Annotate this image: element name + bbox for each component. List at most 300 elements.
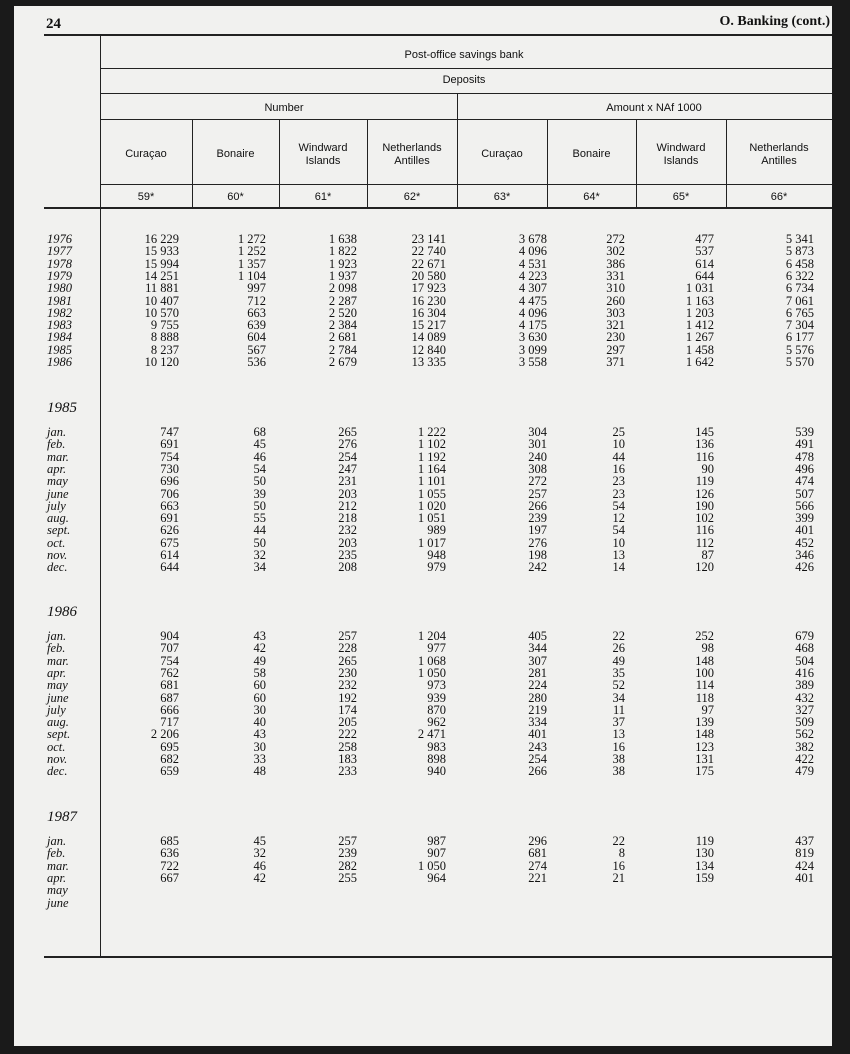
table-cell: 474 — [795, 474, 814, 489]
table-cell: 208 — [338, 560, 357, 575]
table-cell: 979 — [427, 560, 446, 575]
table-cell: 477 — [695, 232, 714, 246]
table-cell: 10 570 — [144, 305, 179, 320]
row-label: sept. — [47, 727, 71, 742]
table-cell: 491 — [795, 437, 814, 452]
table-cell: 38 — [612, 752, 625, 766]
table-cell: 2 384 — [328, 318, 357, 333]
table-cell: 478 — [795, 449, 814, 464]
table-cell: 119 — [695, 474, 714, 489]
table-cell: 240 — [528, 449, 547, 464]
table-cell: 614 — [160, 548, 179, 562]
table-cell: 730 — [160, 461, 179, 476]
table-cell: 48 — [253, 764, 266, 779]
table-cell: 371 — [606, 355, 625, 369]
document-page — [14, 6, 832, 1046]
table-cell: 1 050 — [417, 665, 446, 680]
table-cell: 712 — [247, 293, 266, 308]
table-cell: 23 — [612, 474, 625, 489]
table-cell: 1 822 — [328, 244, 357, 259]
table-cell: 8 237 — [150, 342, 179, 357]
row-label: jan. — [47, 629, 67, 643]
table-cell: 10 407 — [144, 293, 179, 308]
row-label: july — [47, 498, 66, 513]
table-cell: 747 — [160, 425, 179, 439]
table-cell: 5 341 — [785, 232, 814, 246]
table-cell: 3 678 — [518, 232, 547, 246]
row-label: july — [47, 702, 66, 717]
table-cell: 663 — [247, 305, 266, 320]
column-header-5: Curaçao — [481, 148, 523, 160]
table-cell: 303 — [606, 305, 625, 320]
table-cell: 983 — [427, 739, 446, 754]
table-cell: 42 — [253, 870, 266, 885]
table-cell: 754 — [160, 653, 179, 668]
table-cell: 696 — [160, 474, 179, 489]
table-cell: 6 322 — [785, 268, 814, 283]
table-cell: 112 — [695, 535, 714, 550]
table-cell: 26 — [612, 641, 625, 656]
column-header-3: Windward Islands — [298, 142, 348, 167]
row-label: 1977 — [47, 244, 72, 259]
table-cell: 231 — [338, 474, 357, 489]
table-cell: 1 267 — [685, 330, 714, 345]
table-cell: 2 681 — [328, 330, 357, 345]
table-cell: 15 933 — [144, 244, 179, 259]
table-cell: 691 — [160, 437, 179, 452]
table-cell: 401 — [528, 727, 547, 742]
table-cell: 301 — [528, 437, 547, 452]
table-cell: 100 — [695, 665, 714, 680]
table-cell: 9 755 — [150, 318, 179, 333]
table-cell: 2 679 — [328, 355, 357, 369]
row-label: mar. — [47, 449, 69, 464]
table-cell: 1 017 — [417, 535, 446, 550]
table-cell: 297 — [606, 342, 625, 357]
table-cell: 40 — [253, 715, 266, 730]
table-cell: 203 — [338, 486, 357, 501]
row-label: 1984 — [47, 330, 72, 345]
table-cell: 126 — [695, 486, 714, 501]
table-cell: 224 — [528, 678, 547, 693]
table-cell: 30 — [253, 739, 266, 754]
section-title: 1986 — [47, 604, 77, 620]
table-cell: 148 — [695, 727, 714, 742]
row-label: apr. — [47, 665, 67, 680]
table-cell: 116 — [695, 523, 714, 538]
row-label: dec. — [47, 764, 68, 779]
table-cell: 118 — [695, 690, 714, 705]
row-label: 1979 — [47, 268, 72, 283]
table-cell: 145 — [695, 425, 714, 439]
table-cell: 310 — [606, 281, 625, 296]
table-cell: 939 — [427, 690, 446, 705]
table-cell: 17 923 — [411, 281, 446, 296]
table-cell: 281 — [528, 665, 547, 680]
row-label: jan. — [47, 425, 67, 439]
table-cell: 16 — [612, 739, 625, 754]
column-header-1: Curaçao — [125, 148, 167, 160]
table-cell: 307 — [528, 653, 547, 668]
table-cell: 22 — [612, 834, 625, 848]
table-cell: 174 — [338, 702, 357, 717]
table-cell: 1 104 — [237, 268, 266, 283]
table-cell: 120 — [695, 560, 714, 575]
table-cell: 1 204 — [417, 629, 446, 643]
table-cell: 507 — [795, 486, 814, 501]
column-header-2: Bonaire — [216, 148, 255, 160]
table-cell: 1 055 — [417, 486, 446, 501]
table-cell: 32 — [253, 846, 266, 861]
table-cell: 192 — [338, 690, 357, 705]
table-cell: 675 — [160, 535, 179, 550]
table-cell: 691 — [160, 511, 179, 526]
table-cell: 260 — [606, 293, 625, 308]
table-cell: 22 671 — [411, 256, 446, 271]
table-cell: 452 — [795, 535, 814, 550]
row-label: jan. — [47, 834, 67, 848]
table-cell: 948 — [427, 548, 446, 562]
column-number-2: 60* — [227, 191, 244, 203]
column-number-5: 63* — [493, 191, 511, 203]
row-label: may — [47, 474, 68, 489]
table-cell: 3 630 — [518, 330, 547, 345]
table-cell: 50 — [253, 535, 266, 550]
table-cell: 276 — [338, 437, 357, 452]
table-cell: 681 — [160, 678, 179, 693]
table-cell: 54 — [612, 498, 625, 513]
row-label: mar. — [47, 858, 69, 873]
table-cell: 304 — [528, 425, 547, 439]
row-label: apr. — [47, 461, 67, 476]
table-cell: 4 096 — [518, 305, 547, 320]
table-cell: 663 — [160, 498, 179, 513]
column-divider — [547, 120, 548, 208]
table-cell: 90 — [701, 461, 714, 476]
table-cell: 14 — [612, 560, 625, 575]
column-divider — [726, 120, 727, 208]
table-cell: 50 — [253, 474, 266, 489]
table-cell: 16 230 — [411, 293, 446, 308]
table-cell: 7 304 — [785, 318, 814, 333]
table-cell: 183 — [338, 752, 357, 766]
table-cell: 898 — [427, 752, 446, 766]
table-cell: 819 — [795, 846, 814, 861]
table-cell: 97 — [701, 702, 714, 717]
table-cell: 14 089 — [411, 330, 446, 345]
table-cell: 562 — [795, 727, 814, 742]
table-cell: 706 — [160, 486, 179, 501]
table-cell: 1 020 — [417, 498, 446, 513]
row-label: june — [47, 690, 69, 705]
table-cell: 252 — [695, 629, 714, 643]
table-cell: 346 — [795, 548, 814, 562]
table-cell: 272 — [528, 474, 547, 489]
table-cell: 566 — [795, 498, 814, 513]
table-cell: 282 — [338, 858, 357, 873]
table-cell: 139 — [695, 715, 714, 730]
row-label: sept. — [47, 523, 71, 538]
table-cell: 904 — [160, 629, 179, 643]
table-cell: 257 — [528, 486, 547, 501]
row-label: oct. — [47, 739, 66, 754]
table-cell: 5 576 — [785, 342, 814, 357]
table-cell: 43 — [253, 629, 266, 643]
table-cell: 221 — [528, 870, 547, 885]
table-cell: 37 — [612, 715, 625, 730]
table-cell: 16 229 — [144, 232, 179, 246]
table-cell: 1 272 — [237, 232, 266, 246]
table-cell: 695 — [160, 739, 179, 754]
table-cell: 685 — [160, 834, 179, 848]
table-cell: 33 — [253, 752, 266, 766]
table-cell: 3 099 — [518, 342, 547, 357]
table-cell: 23 — [612, 486, 625, 501]
table-cell: 159 — [695, 870, 714, 885]
table-cell: 4 223 — [518, 268, 547, 283]
table-cell: 25 — [612, 425, 625, 439]
table-cell: 659 — [160, 764, 179, 779]
table-cell: 38 — [612, 764, 625, 779]
table-cell: 130 — [695, 846, 714, 861]
table-cell: 22 740 — [411, 244, 446, 259]
row-label: june — [47, 486, 69, 501]
table-cell: 4 307 — [518, 281, 547, 296]
row-label: oct. — [47, 535, 66, 550]
table-cell: 426 — [795, 560, 814, 575]
table-cell: 39 — [253, 486, 266, 501]
table-cell: 16 — [612, 858, 625, 873]
header-rule-2 — [100, 93, 832, 94]
table-cell: 257 — [338, 629, 357, 643]
table-cell: 235 — [338, 548, 357, 562]
table-cell: 274 — [528, 858, 547, 873]
table-cell: 962 — [427, 715, 446, 730]
table-cell: 20 580 — [411, 268, 446, 283]
row-label: 1986 — [47, 355, 72, 369]
table-cell: 636 — [160, 846, 179, 861]
table-cell: 6 177 — [785, 330, 814, 345]
table-cell: 10 120 — [144, 355, 179, 369]
table-cell: 52 — [612, 678, 625, 693]
table-cell: 1 051 — [417, 511, 446, 526]
row-label: 1983 — [47, 318, 72, 333]
table-cell: 296 — [528, 834, 547, 848]
table-cell: 667 — [160, 870, 179, 885]
row-label: feb. — [47, 641, 66, 656]
table-cell: 1 068 — [417, 653, 446, 668]
table-cell: 134 — [695, 858, 714, 873]
table-cell: 8 888 — [150, 330, 179, 345]
row-label: nov. — [47, 752, 68, 766]
header-number: Number — [264, 102, 304, 114]
table-cell: 389 — [795, 678, 814, 693]
table-cell: 1 101 — [417, 474, 446, 489]
top-rule — [44, 34, 832, 36]
header-deposits: Deposits — [442, 74, 486, 86]
column-number-1: 59* — [137, 191, 155, 203]
table-cell: 8 — [618, 846, 625, 861]
table-cell: 44 — [612, 449, 625, 464]
table-cell: 32 — [253, 548, 266, 562]
table-cell: 46 — [253, 449, 266, 464]
table-cell: 1 412 — [685, 318, 714, 333]
table-cell: 254 — [338, 449, 357, 464]
header-rule-1 — [100, 68, 832, 69]
table-cell: 1 923 — [328, 256, 357, 271]
table-cell: 265 — [338, 425, 357, 439]
table-cell: 437 — [795, 834, 814, 848]
row-label: 1985 — [47, 342, 72, 357]
table-cell: 1 638 — [328, 232, 357, 246]
table-cell: 4 096 — [518, 244, 547, 259]
table-cell: 687 — [160, 690, 179, 705]
table-cell: 23 141 — [411, 232, 446, 246]
header-top: Post-office savings bank — [404, 49, 524, 61]
row-label: may — [47, 678, 68, 693]
table-cell: 10 — [612, 437, 625, 452]
table-cell: 230 — [338, 665, 357, 680]
table-cell: 722 — [160, 858, 179, 873]
header-rule-4 — [100, 184, 832, 185]
table-cell: 604 — [247, 330, 266, 345]
table-cell: 2 098 — [328, 281, 357, 296]
table-cell: 536 — [247, 355, 266, 369]
table-cell: 198 — [528, 548, 547, 562]
table-cell: 4 175 — [518, 318, 547, 333]
table-cell: 34 — [612, 690, 625, 705]
table-cell: 681 — [528, 846, 547, 861]
table-cell: 987 — [427, 834, 446, 848]
table-cell: 2 471 — [417, 727, 446, 742]
table-cell: 2 784 — [328, 342, 357, 357]
row-label: may — [47, 883, 68, 898]
row-label: dec. — [47, 560, 68, 575]
table-cell: 34 — [253, 560, 266, 575]
table-cell: 258 — [338, 739, 357, 754]
table-cell: 644 — [160, 560, 179, 575]
table-cell: 222 — [338, 727, 357, 742]
table-cell: 247 — [338, 461, 357, 476]
table-cell: 4 475 — [518, 293, 547, 308]
table-cell: 682 — [160, 752, 179, 766]
table-cell: 233 — [338, 764, 357, 779]
table-cell: 266 — [528, 498, 547, 513]
row-label: apr. — [47, 870, 67, 885]
row-label: feb. — [47, 437, 66, 452]
table-cell: 907 — [427, 846, 446, 861]
table-cell: 4 531 — [518, 256, 547, 271]
table-cell: 940 — [427, 764, 446, 779]
table-cell: 2 287 — [328, 293, 357, 308]
table-cell: 401 — [795, 870, 814, 885]
table-cell: 11 881 — [145, 281, 179, 296]
row-label: june — [47, 895, 69, 910]
table-cell: 136 — [695, 437, 714, 452]
table-cell: 60 — [253, 678, 266, 693]
table-cell: 1 192 — [417, 449, 446, 464]
header-amount: Amount x NAf 1000 — [606, 102, 702, 114]
table-cell: 537 — [695, 244, 714, 259]
header-rule-3 — [100, 119, 832, 120]
table-cell: 1 642 — [685, 355, 714, 369]
column-divider — [279, 120, 280, 208]
table-cell: 14 251 — [144, 268, 179, 283]
table-cell: 232 — [338, 523, 357, 538]
table-cell: 218 — [338, 511, 357, 526]
table-cell: 98 — [701, 641, 714, 656]
table-cell: 13 335 — [411, 355, 446, 369]
table-cell: 116 — [695, 449, 714, 464]
table-cell: 119 — [695, 834, 714, 848]
table-cell: 276 — [528, 535, 547, 550]
row-label: 1982 — [47, 305, 72, 320]
table-cell: 626 — [160, 523, 179, 538]
table-cell: 977 — [427, 641, 446, 656]
table-cell: 30 — [253, 702, 266, 717]
table-cell: 1 102 — [417, 437, 446, 452]
table-cell: 228 — [338, 641, 357, 656]
table-cell: 13 — [612, 548, 625, 562]
column-header-4: Netherlands Antilles — [382, 142, 442, 167]
table-cell: 44 — [253, 523, 266, 538]
table-cell: 16 304 — [411, 305, 446, 320]
table-cell: 15 217 — [411, 318, 446, 333]
table-cell: 60 — [253, 690, 266, 705]
table-cell: 666 — [160, 702, 179, 717]
column-divider — [192, 120, 193, 208]
table-cell: 21 — [612, 870, 625, 885]
table-cell: 321 — [606, 318, 625, 333]
table-cell: 422 — [795, 752, 814, 766]
table-cell: 424 — [795, 858, 814, 873]
table-cell: 405 — [528, 629, 547, 643]
column-header-6: Bonaire — [572, 148, 611, 160]
stub-divider — [100, 34, 101, 957]
column-number-7: 65* — [672, 191, 690, 203]
table-cell: 175 — [695, 764, 714, 779]
table-cell: 12 — [612, 511, 625, 526]
table-cell: 54 — [253, 461, 266, 476]
table-cell: 243 — [528, 739, 547, 754]
table-cell: 272 — [606, 232, 625, 246]
table-cell: 68 — [253, 425, 266, 439]
column-divider — [367, 120, 368, 208]
column-number-6: 64* — [583, 191, 600, 203]
table-cell: 16 — [612, 461, 625, 476]
section-title: 1987 — [47, 809, 77, 825]
table-cell: 22 — [612, 629, 625, 643]
table-cell: 7 061 — [785, 293, 814, 308]
running-head: O. Banking (cont.) — [719, 14, 830, 29]
row-label: 1976 — [47, 232, 72, 246]
table-cell: 87 — [701, 548, 714, 562]
section-title: 1985 — [47, 400, 77, 416]
table-cell: 54 — [612, 523, 625, 538]
table-cell: 42 — [253, 641, 266, 656]
row-label: 1978 — [47, 256, 72, 271]
table-cell: 242 — [528, 560, 547, 575]
table-cell: 1 252 — [237, 244, 266, 259]
column-header-8: Netherlands Antilles — [749, 142, 809, 167]
row-label: nov. — [47, 548, 68, 562]
table-cell: 102 — [695, 511, 714, 526]
row-label: 1981 — [47, 293, 72, 308]
table-cell: 6 734 — [785, 281, 814, 296]
row-label: aug. — [47, 715, 69, 730]
table-cell: 49 — [612, 653, 625, 668]
table-cell: 344 — [528, 641, 547, 656]
